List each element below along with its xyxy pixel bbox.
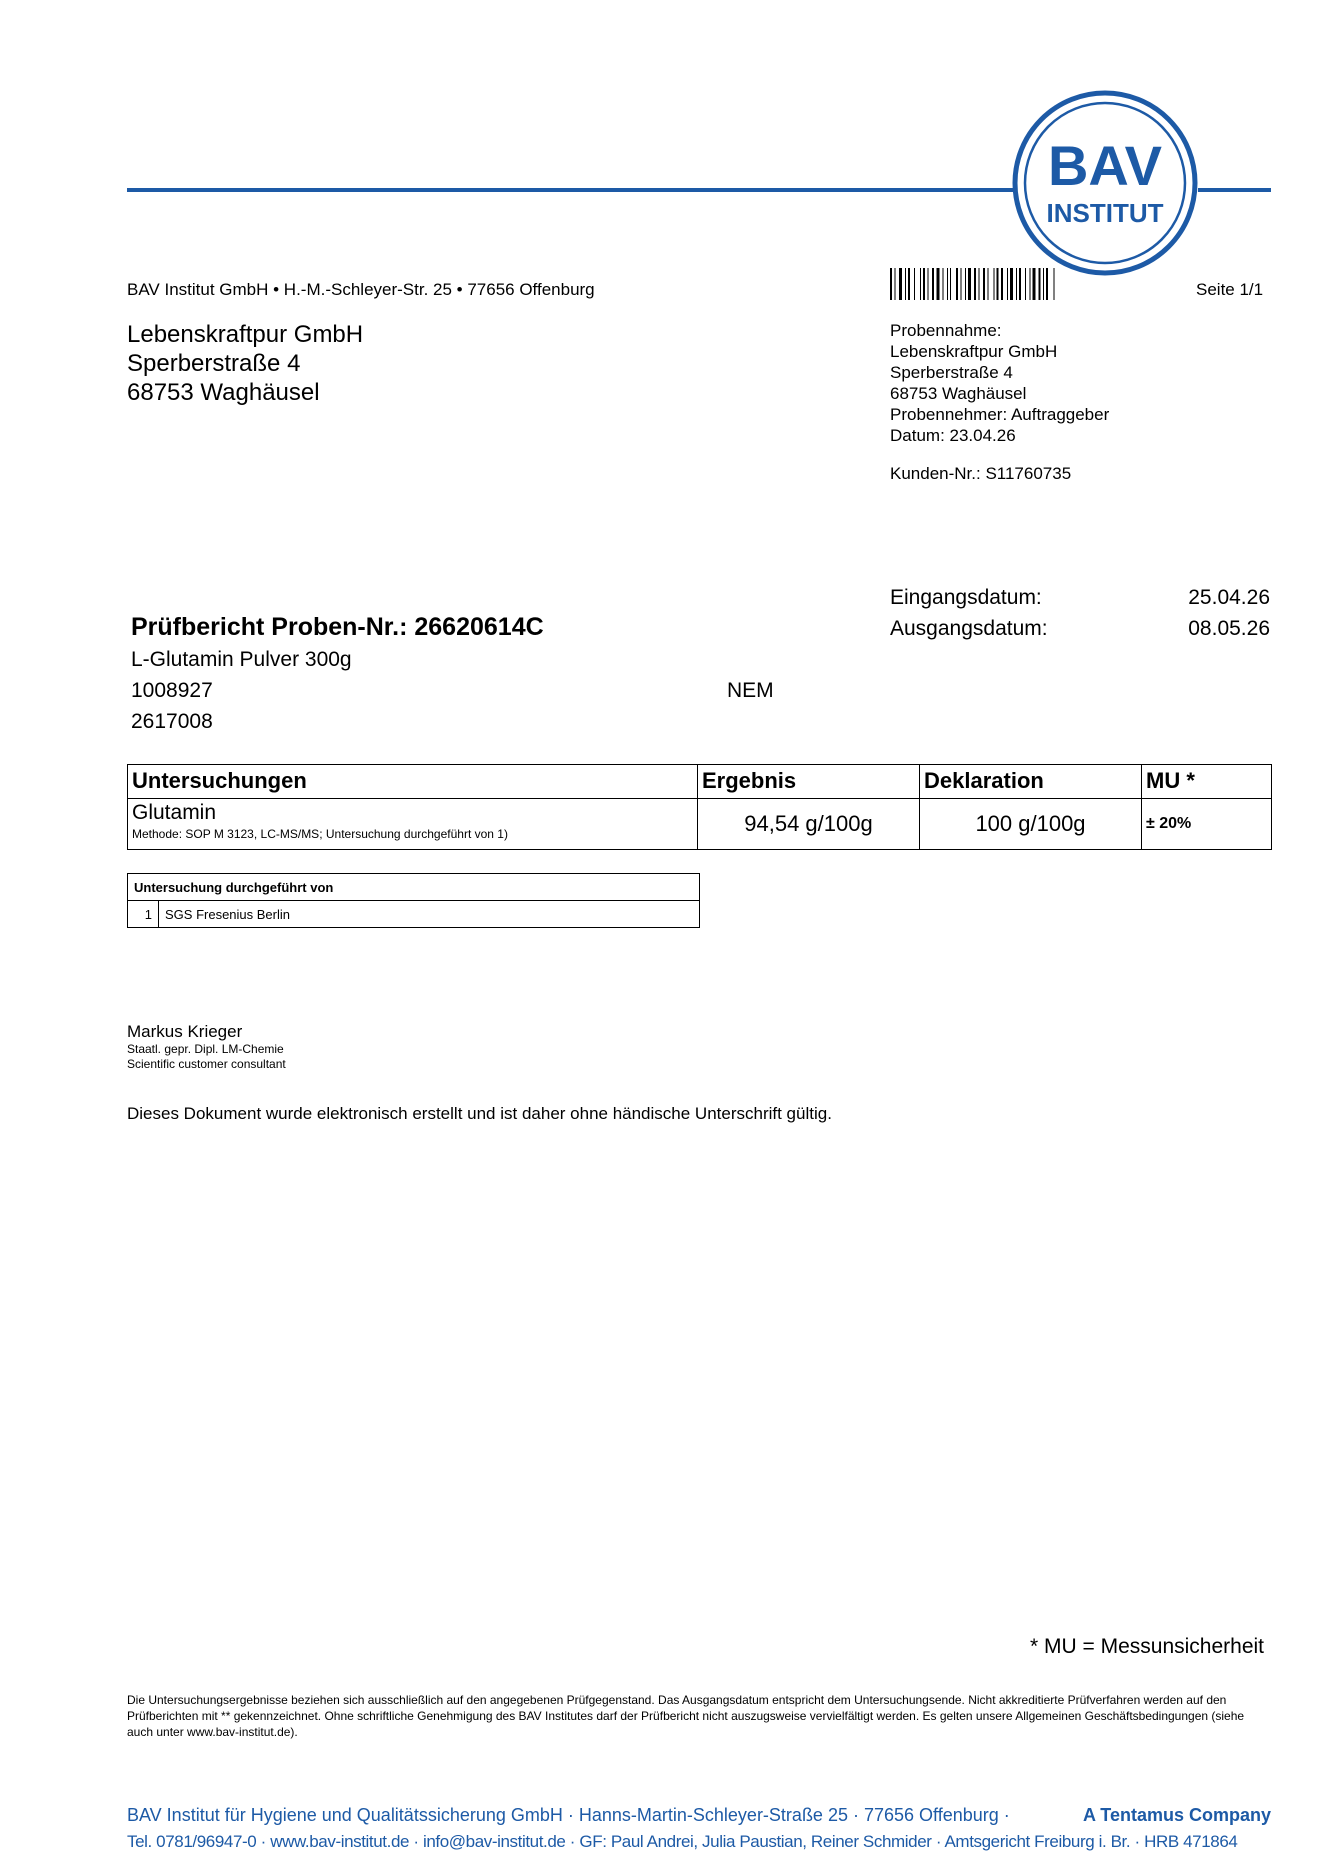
barcode-bar [899, 268, 902, 300]
header-mu: MU * [1142, 765, 1272, 799]
lab-name: SGS Fresenius Berlin [159, 901, 700, 928]
report-dates [890, 582, 1270, 644]
barcode-bar [908, 268, 910, 300]
footer-contact-line: Tel. 0781/96947-0 · www.bav-institut.de · info@bav-institut.de · GF: Paul Andrei, Julia Paustian, Reiner Schmider · Amtsgericht Freiburg i. Br. · HRB 471864 [127, 1832, 1238, 1851]
signatory-title-1: Staatl. gepr. Dipl. LM-Chemie [127, 1042, 284, 1056]
barcode-bar [1019, 268, 1021, 300]
barcode-bar [1043, 268, 1044, 300]
header-rule-left [127, 188, 1013, 192]
sampling-street: Sperberstraße 4 [890, 363, 1013, 382]
logo-text-institut: INSTITUT [1046, 198, 1164, 228]
labs-table [127, 873, 700, 928]
report-title: Prüfbericht Proben-Nr.: 26620614C [131, 613, 544, 641]
barcode-bar [988, 268, 989, 300]
mu-value: ± 20% [1142, 799, 1272, 850]
barcode-bar [1039, 268, 1041, 300]
barcode-bar [914, 268, 915, 300]
product-name: L-Glutamin Pulver 300g [131, 648, 352, 671]
product-code-2: 2617008 [131, 710, 213, 733]
results-table [127, 764, 1272, 850]
barcode-bar [932, 268, 934, 300]
page-number: Seite 1/1 [1196, 280, 1264, 299]
barcode-bar [997, 268, 999, 300]
barcode-bar [943, 268, 944, 300]
examination-cell [128, 799, 698, 850]
barcode-bar [947, 268, 948, 300]
table-row [128, 799, 1272, 850]
issued-date-label: Ausgangsdatum: [890, 617, 1048, 640]
sampling-name: Lebenskraftpur GmbH [890, 342, 1058, 361]
barcode-bar [965, 268, 966, 300]
received-date-label: Eingangsdatum: [890, 586, 1042, 609]
barcode-bar [895, 268, 896, 300]
customer-number: Kunden-Nr.: S11760735 [890, 464, 1072, 483]
results-header-row [128, 765, 1272, 799]
barcode-bar [994, 268, 995, 300]
barcode-bar [1046, 268, 1048, 300]
examination-method: Methode: SOP M 3123, LC-MS/MS; Untersuchung durchgeführt von 1) [132, 827, 508, 841]
sampling-heading: Probennahme: [890, 321, 1002, 340]
barcode-bar [950, 268, 951, 300]
barcode-bar [961, 268, 962, 300]
barcode-bar [923, 268, 925, 300]
logo-text-bav: BAV [1047, 134, 1163, 197]
bav-institut-logo [1010, 88, 1200, 278]
footer-tentamus: A Tentamus Company [1082, 1805, 1271, 1825]
product-category: NEM [727, 679, 774, 702]
received-date-value: 25.04.26 [1188, 586, 1270, 609]
header-result: Ergebnis [698, 765, 920, 799]
barcode-bar [1010, 268, 1013, 300]
declaration-value: 100 g/100g [920, 799, 1142, 850]
barcode-bar [928, 268, 929, 300]
footer-address: BAV Institut für Hygiene und Qualitätssicherung GmbH · Hanns-Martin-Schleyer-Straße 25 · 77656 Offenburg · [127, 1805, 1010, 1825]
mu-footnote: * MU = Messunsicherheit [1030, 1635, 1265, 1658]
header-rule-right [1198, 188, 1271, 192]
examination-name: Glutamin [132, 801, 217, 824]
result-value: 94,54 g/100g [698, 799, 920, 850]
recipient-name: Lebenskraftpur GmbH [127, 321, 364, 348]
barcode-bar [956, 268, 958, 300]
signatory-title-2: Scientific customer consultant [127, 1057, 286, 1071]
barcode-bar [968, 268, 971, 300]
barcode-bar [1007, 268, 1008, 300]
barcode-bar [979, 268, 980, 300]
barcode-bar [983, 268, 985, 300]
issued-date-value: 08.05.26 [1188, 617, 1270, 640]
footer-company-line [127, 1805, 1271, 1826]
signatory-name: Markus Krieger [127, 1022, 243, 1041]
sampling-date: Datum: 23.04.26 [890, 426, 1016, 445]
sender-address-line: BAV Institut GmbH • H.-M.-Schleyer-Str. 25 • 77656 Offenburg [127, 280, 595, 299]
barcode-bar [890, 268, 892, 300]
sampling-city: 68753 Waghäusel [890, 384, 1027, 403]
barcode-bar [1016, 268, 1017, 300]
barcode-bar [1054, 268, 1055, 300]
header-examinations: Untersuchungen [128, 765, 698, 799]
electronic-document-notice: Dieses Dokument wurde elektronisch erstellt und ist daher ohne händische Unterschrift gültig. [127, 1104, 832, 1123]
barcode-bar [1030, 268, 1031, 300]
lab-number: 1 [128, 901, 159, 928]
barcode-bar [1001, 268, 1003, 300]
sampling-info [890, 320, 1109, 446]
sampler: Probennehmer: Auftraggeber [890, 405, 1110, 424]
barcode-bar [1033, 268, 1036, 300]
recipient-street: Sperberstraße 4 [127, 350, 301, 377]
signature-block [127, 1022, 286, 1072]
barcode-bar [1025, 268, 1026, 300]
barcode-bar [974, 268, 976, 300]
barcode [890, 268, 1115, 300]
labs-table-header: Untersuchung durchgeführt von [128, 874, 700, 901]
recipient-city: 68753 Waghäusel [127, 379, 320, 406]
product-code-1: 1008927 [131, 679, 213, 702]
table-row [128, 901, 700, 928]
recipient-address [127, 320, 363, 407]
barcode-bar [905, 268, 906, 300]
barcode-bar [920, 268, 921, 300]
header-declaration: Deklaration [920, 765, 1142, 799]
disclaimer-text: Die Untersuchungsergebnisse beziehen sich ausschließlich auf den angegebenen Prüfgegenstand. Das Ausgangsdatum entspricht dem Untersuchungsende. Nicht akkreditierte Prüfverfahren werden auf den Prüfberichten mit ** gekennzeichnet. Ohne schriftliche Genehmigung des BAV Institutes darf der Prüfbericht nicht auszugsweise vervielfältigt werden. Es gelten unsere Allgemeinen Geschäftsbedingungen (siehe auch unter www.bav-institut.de). [127, 1693, 1245, 1739]
barcode-bar [937, 268, 940, 300]
